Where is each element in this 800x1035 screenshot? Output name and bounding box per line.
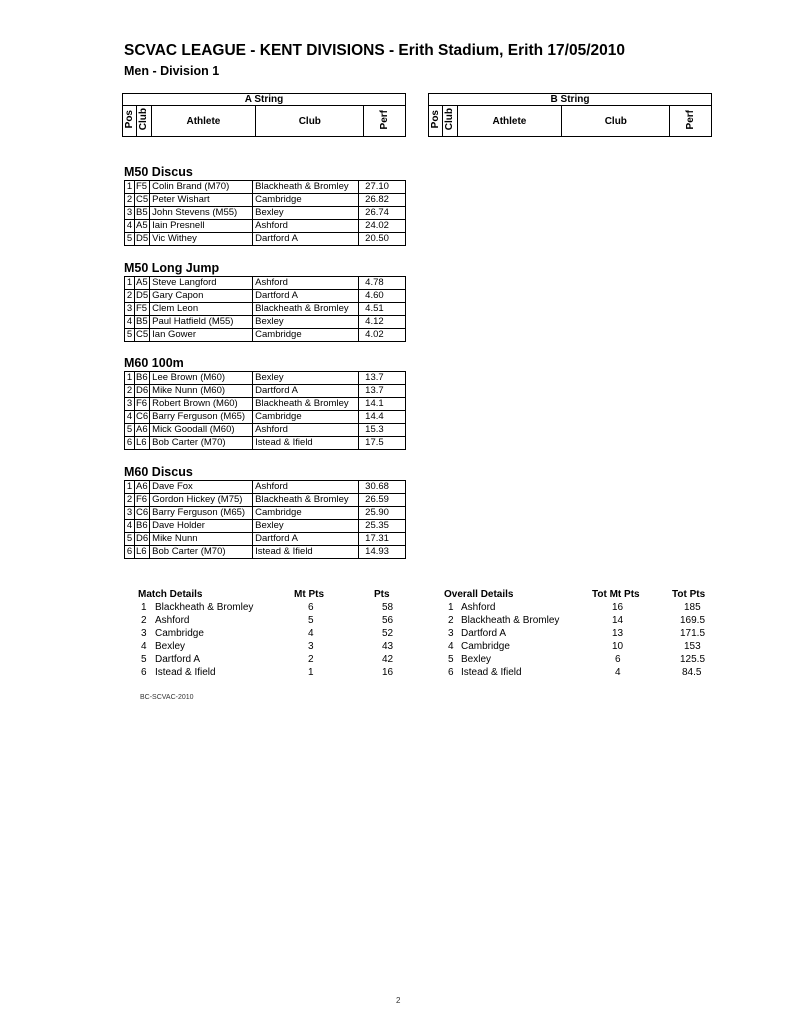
table-row: 4 B5 Paul Hatfield (M55) Bexley 4.12: [125, 316, 406, 329]
list-item: 4 Bexley 3 43: [141, 641, 394, 652]
b-string-label: B String: [429, 94, 712, 106]
list-item: 1 Blackheath & Bromley 6 58: [141, 602, 394, 613]
results-table: [124, 371, 406, 450]
list-item: 6 Istead & Ifield 4 84.5: [448, 667, 702, 678]
a-string-label: A String: [123, 94, 406, 106]
tot-mt-pts-heading: Tot Mt Pts: [592, 589, 640, 600]
col-perf-header: Perf: [685, 109, 697, 130]
col-athlete-header: Athlete: [151, 106, 256, 137]
event-title: M50 Long Jump: [124, 261, 220, 275]
table-row: 4 B6 Dave Holder Bexley 25.35: [125, 520, 406, 533]
list-item: 6 Istead & Ifield 1 16: [141, 667, 394, 678]
table-row: 5 A6 Mick Goodall (M60) Ashford 15.3: [125, 424, 406, 437]
table-row: 5 C5 Ian Gower Cambridge 4.02: [125, 329, 406, 342]
event-m60-discus: [124, 464, 406, 559]
event-title: M60 Discus: [124, 465, 193, 479]
table-row: 1 F5 Colin Brand (M70) Blackheath & Bromley 27.10: [125, 181, 406, 194]
table-row: 1 A5 Steve Langford Ashford 4.78: [125, 277, 406, 290]
a-string-header-table: [122, 93, 406, 137]
table-row: 2 C5 Peter Wishart Cambridge 26.82: [125, 194, 406, 207]
table-row: 2 D6 Mike Nunn (M60) Dartford A 13.7: [125, 385, 406, 398]
list-item: 3 Dartford A 13 171.5: [448, 628, 706, 639]
event-title: M60 100m: [124, 356, 184, 370]
results-table: [124, 480, 406, 559]
col-perf-header: Perf: [379, 109, 391, 130]
table-row: 4 C6 Barry Ferguson (M65) Cambridge 14.4: [125, 411, 406, 424]
event-m50-discus: [124, 164, 406, 246]
overall-details-summary: [444, 588, 714, 679]
table-row: 2 F6 Gordon Hickey (M75) Blackheath & Bromley 26.59: [125, 494, 406, 507]
table-row: 1 A6 Dave Fox Ashford 30.68: [125, 481, 406, 494]
b-string-header-table: [428, 93, 712, 137]
match-details-summary: [138, 588, 408, 679]
event-m60-100m: [124, 355, 406, 450]
list-item: 1 Ashford 16 185: [448, 602, 701, 613]
col-pos-header: Pos: [430, 110, 442, 129]
page-subtitle: Men - Division 1: [124, 64, 220, 78]
table-row: 2 D5 Gary Capon Dartford A 4.60: [125, 290, 406, 303]
table-row: 3 F6 Robert Brown (M60) Blackheath & Bromley 14.1: [125, 398, 406, 411]
overall-details-heading: Overall Details: [444, 589, 514, 600]
table-row: 6 L6 Bob Carter (M70) Istead & Ifield 14.93: [125, 546, 406, 559]
event-m50-long-jump: [124, 260, 406, 342]
table-row: 3 C6 Barry Ferguson (M65) Cambridge 25.90: [125, 507, 406, 520]
list-item: 5 Bexley 6 125.5: [448, 654, 706, 665]
col-club-code-header: Club: [444, 108, 456, 131]
col-athlete-header: Athlete: [457, 106, 562, 137]
col-club-header: Club: [256, 106, 364, 137]
mt-pts-heading: Mt Pts: [294, 589, 324, 600]
col-club-code-header: Club: [138, 108, 150, 131]
page-title: SCVAC LEAGUE - KENT DIVISIONS - Erith Stadium, Erith 17/05/2010: [124, 42, 625, 59]
tot-pts-heading: Tot Pts: [672, 589, 706, 600]
pts-heading: Pts: [374, 589, 390, 600]
table-row: 3 F5 Clem Leon Blackheath & Bromley 4.51: [125, 303, 406, 316]
match-details-heading: Match Details: [138, 589, 203, 600]
table-row: 5 D5 Vic Withey Dartford A 20.50: [125, 233, 406, 246]
col-pos-header: Pos: [124, 110, 136, 129]
page-number: 2: [396, 996, 401, 1005]
table-row: 3 B5 John Stevens (M55) Bexley 26.74: [125, 207, 406, 220]
table-row: 1 B6 Lee Brown (M60) Bexley 13.7: [125, 372, 406, 385]
list-item: 4 Cambridge 10 153: [448, 641, 701, 652]
table-row: 6 L6 Bob Carter (M70) Istead & Ifield 17.5: [125, 437, 406, 450]
list-item: 2 Ashford 5 56: [141, 615, 394, 626]
list-item: 5 Dartford A 2 42: [141, 654, 394, 665]
list-item: 2 Blackheath & Bromley 14 169.5: [448, 615, 706, 626]
results-table: [124, 276, 406, 342]
footer-code: BC-SCVAC-2010: [140, 694, 194, 701]
col-club-header: Club: [562, 106, 670, 137]
table-row: 4 A5 Iain Presnell Ashford 24.02: [125, 220, 406, 233]
results-table: [124, 180, 406, 246]
list-item: 3 Cambridge 4 52: [141, 628, 394, 639]
event-title: M50 Discus: [124, 165, 193, 179]
table-row: 5 D6 Mike Nunn Dartford A 17.31: [125, 533, 406, 546]
